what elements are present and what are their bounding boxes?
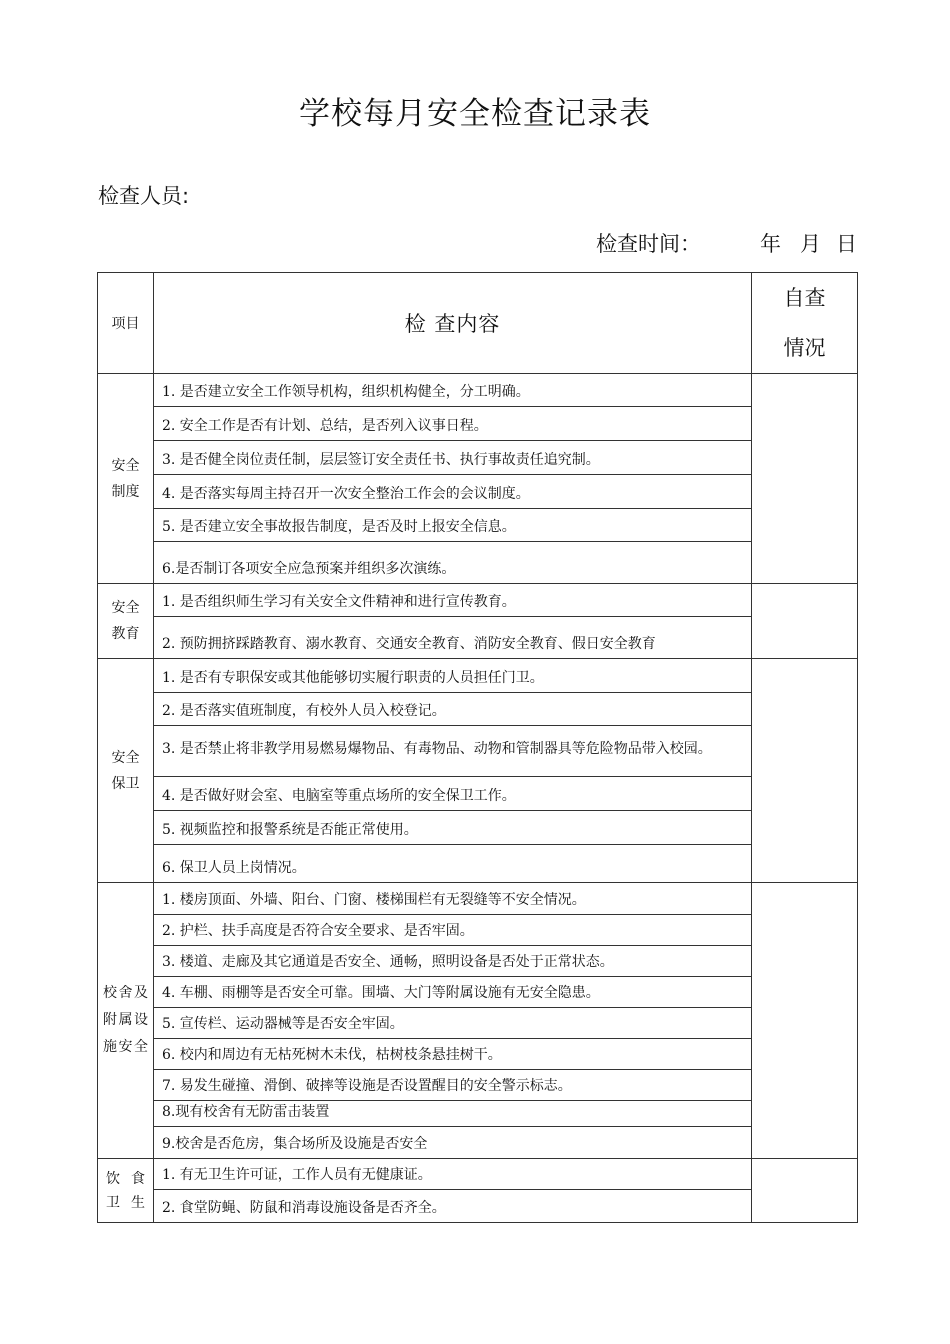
date-year-label: 年 bbox=[760, 232, 781, 256]
check-item: 7. 易发生碰撞、滑倒、破摔等设施是否设置醒目的安全警示标志。 bbox=[154, 1070, 751, 1101]
section-row bbox=[98, 883, 858, 1159]
check-item: 3. 是否健全岗位责任制，层层签订安全责任书、执行事故责任追究制。 bbox=[154, 441, 751, 475]
section-items bbox=[154, 584, 752, 659]
date-month-label: 月 bbox=[800, 232, 821, 256]
check-item: 2. 安全工作是否有计划、总结，是否列入议事日程。 bbox=[154, 407, 751, 441]
inspection-date bbox=[596, 228, 866, 258]
check-item: 6. 保卫人员上岗情况。 bbox=[162, 860, 306, 876]
section-items bbox=[154, 659, 752, 883]
section-category: 饮食卫生 bbox=[98, 1159, 154, 1223]
check-item: 2. 食堂防蝇、防鼠和消毒设施设备是否齐全。 bbox=[162, 1200, 446, 1216]
header-content: 检 查内容 bbox=[154, 273, 752, 374]
check-item: 1. 是否建立安全工作领导机构，组织机构健全，分工明确。 bbox=[154, 374, 751, 407]
check-item: 1. 是否组织师生学习有关安全文件精神和进行宣传教育。 bbox=[154, 584, 751, 617]
header-project: 项目 bbox=[98, 273, 154, 374]
inspection-table bbox=[97, 272, 858, 1223]
self-check-cell[interactable] bbox=[752, 1159, 858, 1223]
check-item: 5. 宣传栏、运动器械等是否安全牢固。 bbox=[154, 1008, 751, 1039]
check-item: 4. 车棚、雨棚等是否安全可靠。围墙、大门等附属设施有无安全隐患。 bbox=[154, 977, 751, 1008]
check-item: 4. 是否落实每周主持召开一次安全整治工作会的会议制度。 bbox=[154, 475, 751, 509]
check-item: 3. 楼道、走廊及其它通道是否安全、通畅，照明设备是否处于正常状态。 bbox=[154, 946, 751, 977]
section-items bbox=[154, 1159, 752, 1223]
check-item: 6.是否制订各项安全应急预案并组织多次演练。 bbox=[162, 561, 456, 577]
section-category: 安全保卫 bbox=[98, 659, 154, 883]
check-item: 4. 是否做好财会室、电脑室等重点场所的安全保卫工作。 bbox=[154, 777, 751, 811]
section-row bbox=[98, 374, 858, 584]
check-item: 2. 护栏、扶手高度是否符合安全要求、是否牢固。 bbox=[154, 915, 751, 946]
date-label: 检查时间： bbox=[596, 232, 701, 256]
check-item: 2. 预防拥挤踩踏教育、溺水教育、交通安全教育、消防安全教育、假日安全教育 bbox=[162, 636, 656, 652]
check-item: 6. 校内和周边有无枯死树木未伐，枯树枝条悬挂树干。 bbox=[154, 1039, 751, 1070]
self-check-cell[interactable] bbox=[752, 883, 858, 1159]
section-category: 安全教育 bbox=[98, 584, 154, 659]
check-item: 5. 视频监控和报警系统是否能正常使用。 bbox=[154, 811, 751, 845]
check-item: 5. 是否建立安全事故报告制度，是否及时上报安全信息。 bbox=[154, 509, 751, 542]
check-item: 3. 是否禁止将非教学用易燃易爆物品、有毒物品、动物和管制器具等危险物品带入校园。 bbox=[154, 726, 751, 777]
page-title: 学校每月安全检查记录表 bbox=[299, 96, 651, 132]
check-item: 8.现有校舍有无防雷击装置 bbox=[154, 1101, 751, 1127]
header-self-check-line2: 情况 bbox=[783, 336, 826, 360]
header-self-check bbox=[752, 273, 858, 374]
check-item: 2. 是否落实值班制度，有校外人员入校登记。 bbox=[154, 693, 751, 726]
section-items bbox=[154, 374, 752, 584]
check-item: 1. 是否有专职保安或其他能够切实履行职责的人员担任门卫。 bbox=[154, 659, 751, 693]
section-category: 校舍及附属设施安全 bbox=[98, 883, 154, 1159]
self-check-cell[interactable] bbox=[752, 374, 858, 584]
date-day-label: 日 bbox=[836, 232, 857, 256]
section-items bbox=[154, 883, 752, 1159]
check-item: 1. 有无卫生许可证，工作人员有无健康证。 bbox=[154, 1159, 751, 1190]
section-row bbox=[98, 659, 858, 883]
section-row bbox=[98, 1159, 858, 1223]
check-item: 1. 楼房顶面、外墙、阳台、门窗、楼梯围栏有无裂缝等不安全情况。 bbox=[154, 883, 751, 915]
self-check-cell[interactable] bbox=[752, 584, 858, 659]
header-self-check-line1: 自查 bbox=[783, 286, 826, 310]
check-item: 9.校舍是否危房，集合场所及设施是否安全 bbox=[162, 1136, 428, 1152]
self-check-cell[interactable] bbox=[752, 659, 858, 883]
section-category: 安全制度 bbox=[98, 374, 154, 584]
inspector-label: 检查人员: bbox=[98, 184, 190, 208]
table-header-row bbox=[98, 273, 858, 374]
section-row bbox=[98, 584, 858, 659]
